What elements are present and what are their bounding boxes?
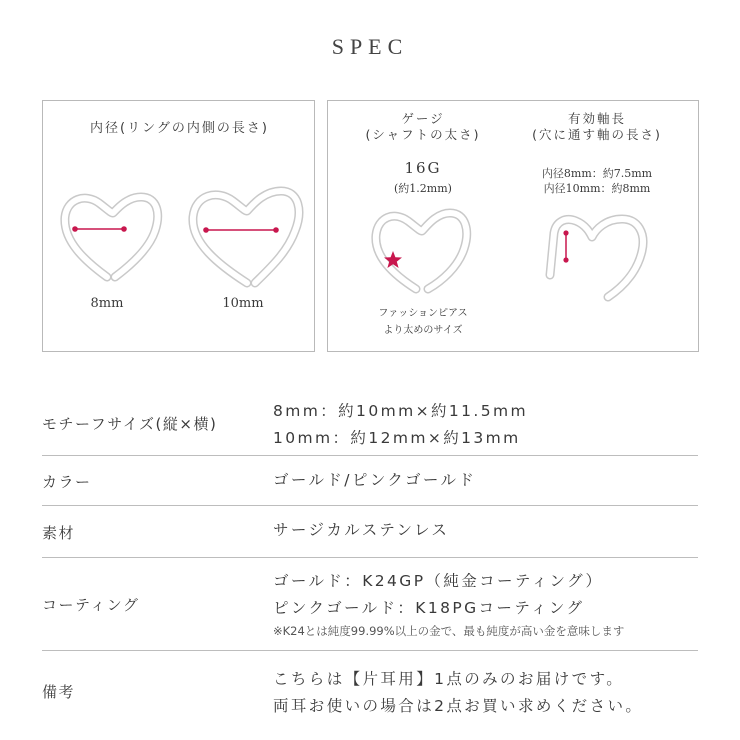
spec-row-coating xyxy=(42,557,698,651)
spec-label: 素材 xyxy=(42,524,76,542)
gauge-note-line1: ファッションピアス xyxy=(378,308,468,319)
spec-value: 両耳お使いの場合は2点お買い求めください。 xyxy=(273,697,644,715)
gauge-heading: ゲージ xyxy=(401,111,445,126)
spec-row-material xyxy=(42,505,698,558)
spec-value: ピンクゴールド：K18PGコーティング xyxy=(273,599,585,617)
spec-value: サージカルステンレス xyxy=(273,521,450,539)
spec-value: 10mm：約12mm×約13mm xyxy=(273,429,521,447)
small-size-label: 8mm xyxy=(90,296,124,311)
spec-label: 備考 xyxy=(42,683,76,701)
spec-note: ※K24とは純度99.99%以上の金で、最も純度が高い金を意味します xyxy=(273,624,625,638)
shaft-length-line2: 内径10mm：約8mm xyxy=(543,182,651,195)
heart-gauge-icon xyxy=(366,203,478,295)
gauge-note-line2: より太めのサイズ xyxy=(383,325,463,336)
large-size-label: 10mm xyxy=(222,296,264,311)
spec-row-motif-size xyxy=(42,387,698,456)
gauge-value: 16G xyxy=(404,159,442,177)
spec-label: コーティング xyxy=(42,596,140,614)
gauge-panel xyxy=(327,100,699,352)
shaft-length-line1: 内径8mm：約7.5mm xyxy=(541,167,653,180)
page-title: SPEC xyxy=(331,34,409,59)
spec-label: カラー xyxy=(42,473,92,491)
spec-row-remarks xyxy=(42,650,698,720)
spec-value: ゴールド/ピンクゴールド xyxy=(273,471,477,489)
gauge-subheading: (シャフトの太さ) xyxy=(365,127,481,142)
inner-diameter-panel xyxy=(42,100,315,352)
spec-row-color xyxy=(42,455,698,506)
spec-value: こちらは【片耳用】1点のみのお届けです。 xyxy=(273,670,625,688)
shaft-length-heading: 有効軸長 xyxy=(567,111,626,126)
inner-diameter-heading: 内径(リングの内側の長さ) xyxy=(90,121,269,136)
spec-value: 8mm：約10mm×約11.5mm xyxy=(273,402,528,420)
spec-value: ゴールド：K24GP（純金コーティング） xyxy=(273,572,604,590)
gauge-value-mm: (約1.2mm) xyxy=(394,182,452,195)
heart-10mm-icon xyxy=(181,179,307,289)
heart-8mm-icon xyxy=(55,183,165,283)
spec-label: モチーフサイズ(縦×横) xyxy=(42,415,218,433)
heart-side-view-icon xyxy=(536,203,662,303)
shaft-length-subheading: (穴に通す軸の長さ) xyxy=(532,127,662,142)
